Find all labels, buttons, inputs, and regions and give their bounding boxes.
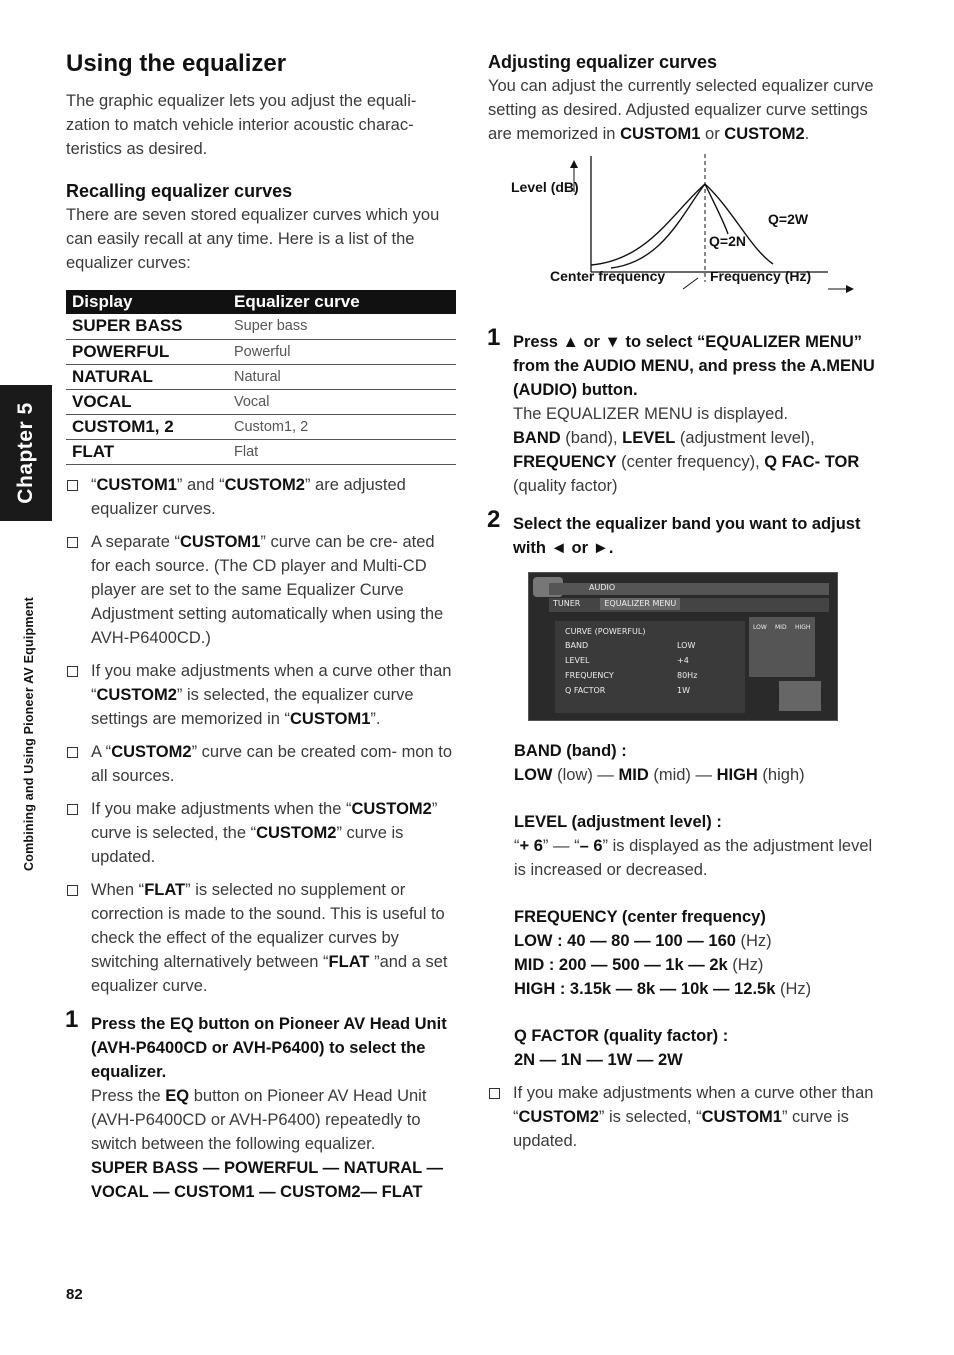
note-item: A “CUSTOM2” curve can be created com- mon to all sources. bbox=[66, 740, 458, 788]
section-caption: Combining and Using Pioneer AV Equipment bbox=[22, 597, 36, 871]
level-heading: LEVEL (adjustment level) : bbox=[514, 813, 722, 831]
cell-curve: Vocal bbox=[228, 389, 456, 414]
recall-text: There are seven stored equalizer curves which you can easily recall at any time. Here is a list of the equalizer curves: bbox=[66, 206, 440, 272]
q-factor-diagram bbox=[488, 152, 888, 302]
equalizer-table bbox=[66, 290, 456, 465]
screen-tuner-label: TUNER bbox=[553, 599, 581, 608]
step-number: 2 bbox=[487, 506, 501, 533]
q2w-label: Q=2W bbox=[768, 211, 809, 227]
step-heading: Select the equalizer band you want to adjust with ◄ or ►. bbox=[513, 515, 861, 557]
narrow-curve bbox=[611, 184, 728, 268]
cell-curve: Powerful bbox=[228, 339, 456, 364]
table-row bbox=[66, 439, 456, 464]
frequency-mid: MID : 200 — 500 — 1k — 2k (Hz) bbox=[514, 956, 764, 974]
screen-nav-pad-icon bbox=[779, 681, 821, 711]
page-number: 82 bbox=[66, 1286, 83, 1303]
recall-heading: Recalling equalizer curves bbox=[66, 181, 293, 201]
qfactor-values: 2N — 1N — 1W — 2W bbox=[514, 1051, 683, 1069]
table-row bbox=[66, 339, 456, 364]
table-row bbox=[66, 414, 456, 439]
note-item: When “FLAT” is selected no supplement or correction is made to the sound. This is useful to check the effect of the equalizer curves by switching alternatively between “FLAT ”and a set equalizer curve. bbox=[66, 878, 458, 998]
page-title: Using the equalizer bbox=[66, 50, 287, 77]
note-item: If you make adjustments when a curve other than “CUSTOM2” is selected, the equalizer curve settings are memorized in “CUSTOM1”. bbox=[66, 659, 458, 731]
notes-list bbox=[66, 473, 458, 998]
screen-band-mid: MID bbox=[775, 624, 787, 631]
intro-text: The graphic equalizer lets you adjust the equali- zation to match vehicle interior acoustic charac- teristics as desired. bbox=[66, 92, 417, 158]
note-item: If you make adjustments when the “CUSTOM2” curve is selected, the “CUSTOM2” curve is updated. bbox=[66, 797, 458, 869]
screen-row: LEVEL +4 bbox=[565, 656, 689, 665]
equalizer-menu-screenshot bbox=[528, 572, 838, 721]
band-heading: BAND (band) : bbox=[514, 742, 627, 760]
step-heading: Press ▲ or ▼ to select “EQUALIZER MENU” from the AUDIO MENU, and press the A.MENU (AUDIO) button. bbox=[513, 333, 875, 399]
center-leader bbox=[683, 278, 698, 289]
frequency-high: HIGH : 3.15k — 8k — 10k — 12.5k (Hz) bbox=[514, 980, 812, 998]
right-step-1 bbox=[487, 324, 888, 498]
cell-curve: Super bass bbox=[228, 314, 456, 339]
cell-display: VOCAL bbox=[66, 389, 228, 414]
screen-menu-bar bbox=[549, 598, 829, 612]
right-column bbox=[488, 50, 888, 1162]
table-header-display: Display bbox=[66, 290, 228, 314]
screen-settings-panel bbox=[555, 621, 745, 713]
frequency-low: LOW : 40 — 80 — 100 — 160 (Hz) bbox=[514, 932, 772, 950]
frequency-heading: FREQUENCY (center frequency) bbox=[514, 908, 766, 926]
right-notes-list bbox=[488, 1081, 888, 1153]
center-frequency-label: Center frequency bbox=[550, 268, 666, 284]
screen-row: Q FACTOR 1W bbox=[565, 686, 690, 695]
screen-title-bar: AUDIO bbox=[549, 583, 829, 595]
q2n-label: Q=2N bbox=[709, 233, 746, 249]
screen-curve-row: CURVE (POWERFUL) bbox=[565, 627, 646, 636]
settings-description bbox=[488, 739, 888, 1072]
chapter-tab bbox=[0, 385, 52, 521]
screen-band-bars bbox=[749, 617, 815, 677]
qfactor-heading: Q FACTOR (quality factor) : bbox=[514, 1027, 729, 1045]
table-row bbox=[66, 314, 456, 339]
chapter-label: Chapter 5 bbox=[14, 402, 37, 504]
adjust-heading: Adjusting equalizer curves bbox=[488, 52, 718, 72]
note-item: “CUSTOM1” and “CUSTOM2” are adjusted equalizer curves. bbox=[66, 473, 458, 521]
screen-menu-label: EQUALIZER MENU bbox=[600, 598, 680, 610]
step-number: 1 bbox=[65, 1005, 79, 1033]
cell-display: FLAT bbox=[66, 439, 228, 464]
cell-display: NATURAL bbox=[66, 364, 228, 389]
step-detail: BAND (band), LEVEL (adjustment level), FREQUENCY (center frequency), Q FAC- TOR (quality factor) bbox=[513, 429, 860, 495]
left-step-1 bbox=[65, 1005, 458, 1204]
screen-row: BAND LOW bbox=[565, 641, 696, 650]
screen-row: FREQUENCY 80Hz bbox=[565, 671, 698, 680]
level-values: “+ 6” — “– 6” is displayed as the adjustment level is increased or decreased. bbox=[514, 837, 873, 879]
cell-display: CUSTOM1, 2 bbox=[66, 414, 228, 439]
band-values: LOW (low) — MID (mid) — HIGH (high) bbox=[514, 766, 805, 784]
cell-display: SUPER BASS bbox=[66, 314, 228, 339]
frequency-axis-label: Frequency (Hz) bbox=[710, 268, 812, 284]
step-heading: Press the EQ button on Pioneer AV Head Unit (AVH-P6400CD or AVH-P6400) to select the equalizer. bbox=[91, 1014, 447, 1081]
table-row bbox=[66, 389, 456, 414]
cell-curve: Custom1, 2 bbox=[228, 414, 456, 439]
equalizer-sequence: SUPER BASS — POWERFUL — NATURAL — VOCAL — CUSTOM1 — CUSTOM2— FLAT bbox=[91, 1158, 444, 1201]
note-item: If you make adjustments when a curve other than “CUSTOM2” is selected, “CUSTOM1” curve is updated. bbox=[488, 1081, 888, 1153]
cell-curve: Flat bbox=[228, 439, 456, 464]
step-result: The EQUALIZER MENU is displayed. bbox=[513, 405, 789, 423]
note-item: A separate “CUSTOM1” curve can be cre- ated for each source. (The CD player and Multi-CD player are set to the same Equalizer Curve Adjustment setting automatically when using the AVH-P6400CD.) bbox=[66, 530, 458, 650]
wide-curve bbox=[591, 184, 773, 265]
step-number: 1 bbox=[487, 324, 501, 351]
cell-curve: Natural bbox=[228, 364, 456, 389]
right-step-2 bbox=[487, 506, 888, 560]
left-column bbox=[66, 48, 458, 1204]
table-header-curve: Equalizer curve bbox=[228, 290, 456, 314]
step-text: Press the EQ button on Pioneer AV Head Unit (AVH-P6400CD or AVH-P6400) repeatedly to switch between the following equalizer. bbox=[91, 1086, 427, 1153]
level-label: Level (dB) bbox=[511, 179, 579, 195]
cell-display: POWERFUL bbox=[66, 339, 228, 364]
adjust-text: You can adjust the currently selected equalizer curve setting as desired. Adjusted equalizer curve settings are memorized in CUSTOM1 or CUSTOM2. bbox=[488, 77, 874, 143]
table-row bbox=[66, 364, 456, 389]
diagram-graphic bbox=[488, 152, 888, 302]
screen-band-high: HIGH bbox=[795, 624, 811, 631]
screen-band-low: LOW bbox=[753, 624, 767, 631]
